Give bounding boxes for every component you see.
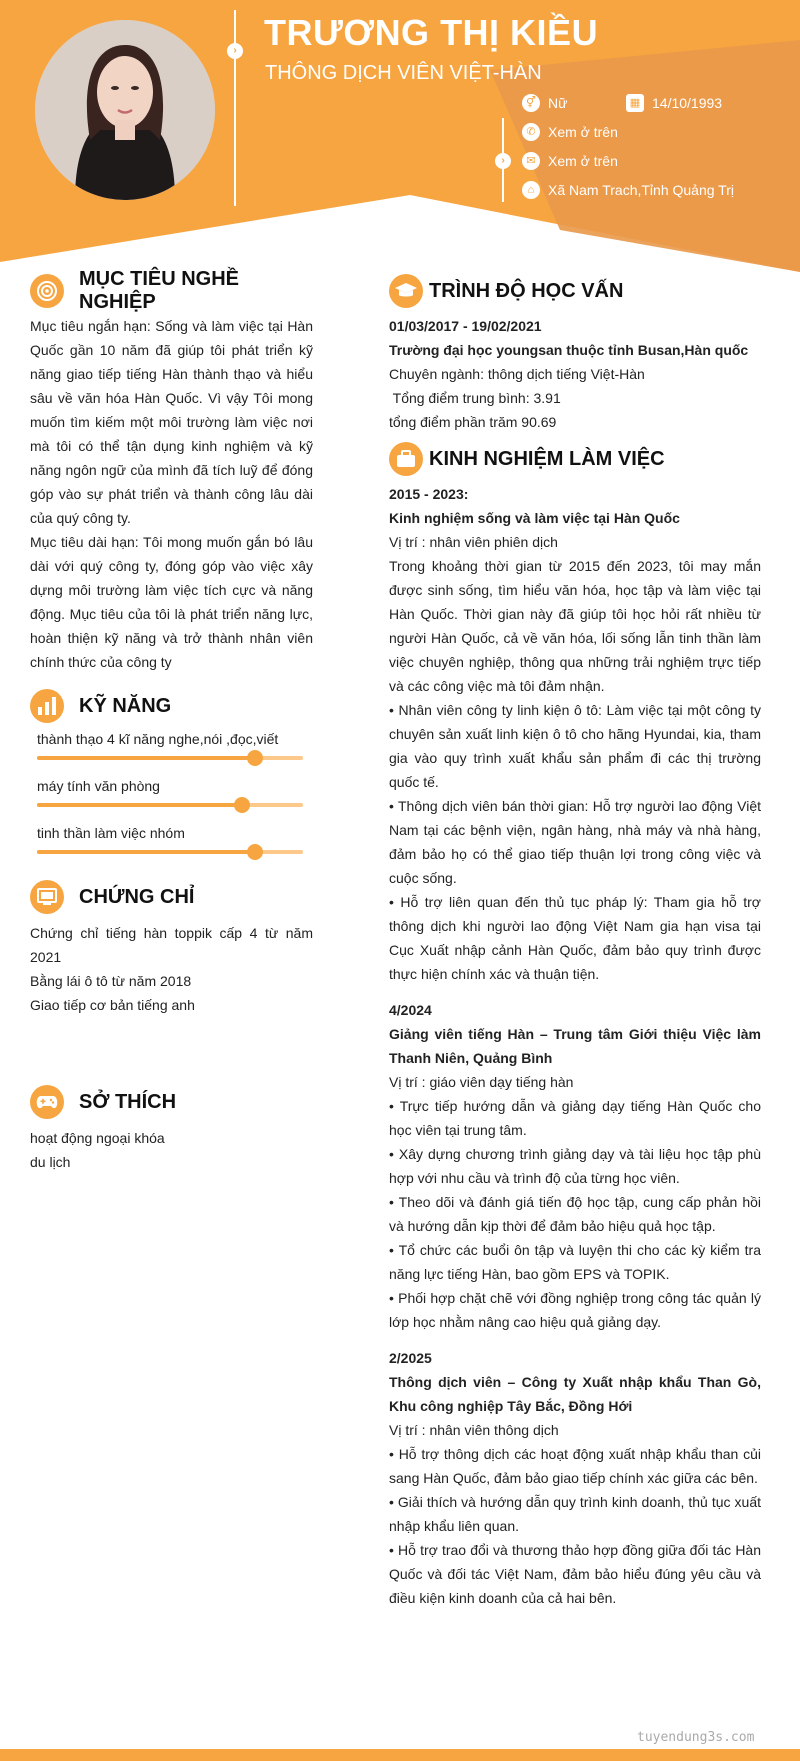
- calendar-icon: ▦: [626, 94, 644, 112]
- candidate-name: TRƯƠNG THỊ KIỀU: [264, 12, 599, 53]
- phone-icon: ✆: [522, 123, 540, 141]
- certificate-item: Giao tiếp cơ bản tiếng anh: [30, 997, 195, 1013]
- certificates-body: [30, 921, 313, 1017]
- left-column: [30, 268, 313, 1174]
- skill-bar: [37, 756, 303, 760]
- job-duty: • Hỗ trợ liên quan đến thủ tục pháp lý: Tham gia hỗ trợ thông dịch khi người lao động Việt Nam gia hạn visa tại Cục Xuất nhập cảnh Hàn Quốc, đảm bảo quy trình được thực hiện chính xác và thuận tiện.: [389, 894, 761, 982]
- contact-phone: [522, 123, 618, 141]
- skill-label: máy tính văn phòng: [37, 778, 160, 794]
- skill-bar-fill: [37, 803, 242, 807]
- job-entry: [389, 1346, 761, 1610]
- address-value: Xã Nam Trach,Tỉnh Quảng Trị: [548, 182, 734, 198]
- contact-gender: [522, 94, 567, 112]
- objective-header: [30, 268, 313, 313]
- skill-item: [30, 821, 313, 868]
- job-period: 2/2025: [389, 1350, 432, 1366]
- education-period: 01/03/2017 - 19/02/2021: [389, 318, 542, 334]
- job-duty: • Theo dõi và đánh giá tiến độ học tập, cung cấp phản hồi và hướng dẫn kịp thời để đảm bảo hiệu quả học tập.: [389, 1194, 761, 1234]
- profile-photo: [35, 20, 215, 200]
- graduation-cap-icon: [389, 274, 423, 308]
- candidate-title: THÔNG DỊCH VIÊN VIỆT-HÀN: [265, 62, 542, 84]
- education-detail: Tổng điểm trung bình: 3.91: [389, 390, 561, 406]
- job-duty: • Tổ chức các buổi ôn tập và luyện thi cho các kỳ kiểm tra năng lực tiếng Hàn, bao gồm EPS và TOPIK.: [389, 1242, 761, 1282]
- skill-bar-knob: [234, 797, 250, 813]
- certificate-icon: [30, 880, 64, 914]
- job-entry: [389, 998, 761, 1334]
- education-school: Trường đại học youngsan thuộc tỉnh Busan,Hàn quốc: [389, 342, 749, 358]
- phone-value: Xem ở trên: [548, 124, 618, 140]
- skill-bar-fill: [37, 756, 255, 760]
- job-duty: • Nhân viên công ty linh kiện ô tô: Làm việc tại một công ty chuyên sản xuất linh kiện ô tô cho hãng Hyundai, kia, tham gia vào quy trình xuất khẩu sản phẩm đi các thị trường quốc tế.: [389, 702, 761, 790]
- certificate-item: Bằng lái ô tô từ năm 2018: [30, 973, 192, 989]
- skill-bar-fill: [37, 850, 255, 854]
- header-divider: [234, 10, 236, 206]
- job-duty: • Phối hợp chặt chẽ với đồng nghiệp trong công tác quản lý lớp học nhằm nâng cao hiệu quả giảng dạy.: [389, 1290, 761, 1330]
- certificates-header: [30, 878, 313, 916]
- gamepad-icon: [30, 1085, 64, 1119]
- skill-label: thành thạo 4 kĩ năng nghe,nói ,đọc,viết: [37, 731, 279, 747]
- job-entry: [389, 482, 761, 986]
- certificates-title: CHỨNG CHỈ: [79, 885, 195, 908]
- job-period: 4/2024: [389, 1002, 432, 1018]
- job-duty: • Hỗ trợ trao đổi và thương thảo hợp đồng giữa đối tác Hàn Quốc và đối tác Việt Nam, đảm bảo hiểu đúng yêu cầu và điều kiện kinh doanh của cả hai bên.: [389, 1542, 761, 1606]
- email-icon: ✉: [522, 152, 540, 170]
- skill-item: [30, 727, 313, 774]
- skill-bar-knob: [247, 750, 263, 766]
- education-title: TRÌNH ĐỘ HỌC VẤN: [429, 279, 624, 302]
- hobbies-body: [30, 1126, 313, 1174]
- birthdate-value: 14/10/1993: [652, 95, 723, 111]
- education-body: [389, 314, 761, 434]
- target-icon: [30, 274, 64, 308]
- hobby-item: hoạt động ngoại khóa: [30, 1130, 165, 1146]
- objective-title: MỤC TIÊU NGHỀ NGHIỆP: [79, 268, 239, 313]
- contact-birthdate: [626, 94, 722, 112]
- job-heading: Giảng viên tiếng Hàn – Trung tâm Giới thiệu Việc làm Thanh Niên, Quảng Bình: [389, 1026, 761, 1066]
- job-duty: • Giải thích và hướng dẫn quy trình kinh doanh, thủ tục xuất nhập khẩu liên quan.: [389, 1494, 761, 1534]
- job-period: 2015 - 2023:: [389, 486, 469, 502]
- hobbies-title: SỞ THÍCH: [79, 1090, 177, 1113]
- job-position: Vị trí : nhân viên phiên dịch: [389, 534, 558, 550]
- job-heading: Thông dịch viên – Công ty Xuất nhập khẩu Than Gò, Khu công nghiệp Tây Bắc, Đồng Hới: [389, 1374, 761, 1414]
- education-detail: Chuyên ngành: thông dịch tiếng Việt-Hàn: [389, 366, 645, 382]
- skills-title: KỸ NĂNG: [79, 694, 172, 717]
- experience-header: [389, 440, 761, 478]
- objective-short-term: Mục tiêu ngắn hạn: Sống và làm việc tại Hàn Quốc gần 10 năm đã giúp tôi phát triển kỹ năng giao tiếp tiếng Hàn thành thạo và hiểu sâu về văn hóa Hàn Quốc. Vì vậy Tôi mong muốn tìm kiếm một môi trường làm việc nơi mà tôi có thể tận dụng kinh nghiệm và kỹ năng ngôn ngữ của mình đã tích luỹ để đóng góp vào sự phát triển và thành công lâu dài của quý công ty.: [30, 318, 313, 526]
- skills-header: [30, 687, 313, 725]
- job-duty: • Xây dựng chương trình giảng dạy và tài liệu học tập phù hợp với nhu cầu và trình độ của từng học viên.: [389, 1146, 761, 1186]
- certificate-item: Chứng chỉ tiếng hàn toppik cấp 4 từ năm 2021: [30, 925, 313, 965]
- right-column: [389, 272, 761, 1610]
- skill-item: [30, 774, 313, 821]
- skill-bar: [37, 803, 303, 807]
- job-description: Trong khoảng thời gian từ 2015 đến 2023, tôi may mắn được sinh sống, tìm hiểu văn hóa, học tập và làm việc tại Hàn Quốc. Thời gian này đã giúp tôi học hỏi rất nhiều từ người Hàn Quốc, cả về văn hóa, lối sống lẫn tinh thần làm việc chuyên nghiệp, thông qua những trải nghiệm trực tiếp và các công việc mà tôi đảm nhận.: [389, 558, 761, 694]
- skill-label: tinh thần làm việc nhóm: [37, 825, 185, 841]
- footer-bar: [0, 1749, 800, 1761]
- job-duty: • Thông dịch viên bán thời gian: Hỗ trợ người lao động Việt Nam tại các bệnh viện, ngân hàng, nhà máy và nhà hàng, đảm bảo họ có thể giao tiếp thuận lợi trong công việc và cuộc sống.: [389, 798, 761, 886]
- job-duty: • Hỗ trợ thông dịch các hoạt động xuất nhập khẩu than củi sang Hàn Quốc, đảm bảo giao tiếp chính xác giữa các bên.: [389, 1446, 761, 1486]
- job-heading: Kinh nghiệm sống và làm việc tại Hàn Quốc: [389, 510, 680, 526]
- job-position: Vị trí : nhân viên thông dịch: [389, 1422, 559, 1438]
- bar-chart-icon: [30, 689, 64, 723]
- briefcase-icon: [389, 442, 423, 476]
- watermark: tuyendung3s.com: [637, 1730, 755, 1745]
- gender-icon: ⚥: [522, 94, 540, 112]
- header-banner: [0, 0, 800, 285]
- chevron-right-icon: ›: [227, 43, 243, 59]
- objective-long-term: Mục tiêu dài hạn: Tôi mong muốn gắn bó lâu dài với quý công ty, đóng góp vào việc xây dựng môi trường làm việc tích cực và năng động. Mục tiêu của tôi là phát triển năng lực, hoàn thiện kỹ năng và trở thành nhân viên chính thức của công ty: [30, 534, 313, 670]
- hobby-item: du lịch: [30, 1154, 71, 1170]
- contact-address: [522, 181, 734, 199]
- skills-list: [30, 727, 313, 868]
- hobbies-header: [30, 1083, 313, 1121]
- job-position: Vị trí : giáo viên dạy tiếng hàn: [389, 1074, 574, 1090]
- education-header: [389, 272, 761, 310]
- experience-title: KINH NGHIỆM LÀM VIỆC: [429, 447, 665, 470]
- job-duty: • Trực tiếp hướng dẫn và giảng dạy tiếng Hàn Quốc cho học viên tại trung tâm.: [389, 1098, 761, 1138]
- education-detail: tổng điểm phần trăm 90.69: [389, 414, 557, 430]
- contact-email: [522, 152, 618, 170]
- email-value: Xem ở trên: [548, 153, 618, 169]
- home-icon: ⌂: [522, 181, 540, 199]
- gender-value: Nữ: [548, 95, 568, 111]
- skill-bar-knob: [247, 844, 263, 860]
- skill-bar: [37, 850, 303, 854]
- objective-body: [30, 314, 313, 674]
- chevron-right-icon: ›: [495, 153, 511, 169]
